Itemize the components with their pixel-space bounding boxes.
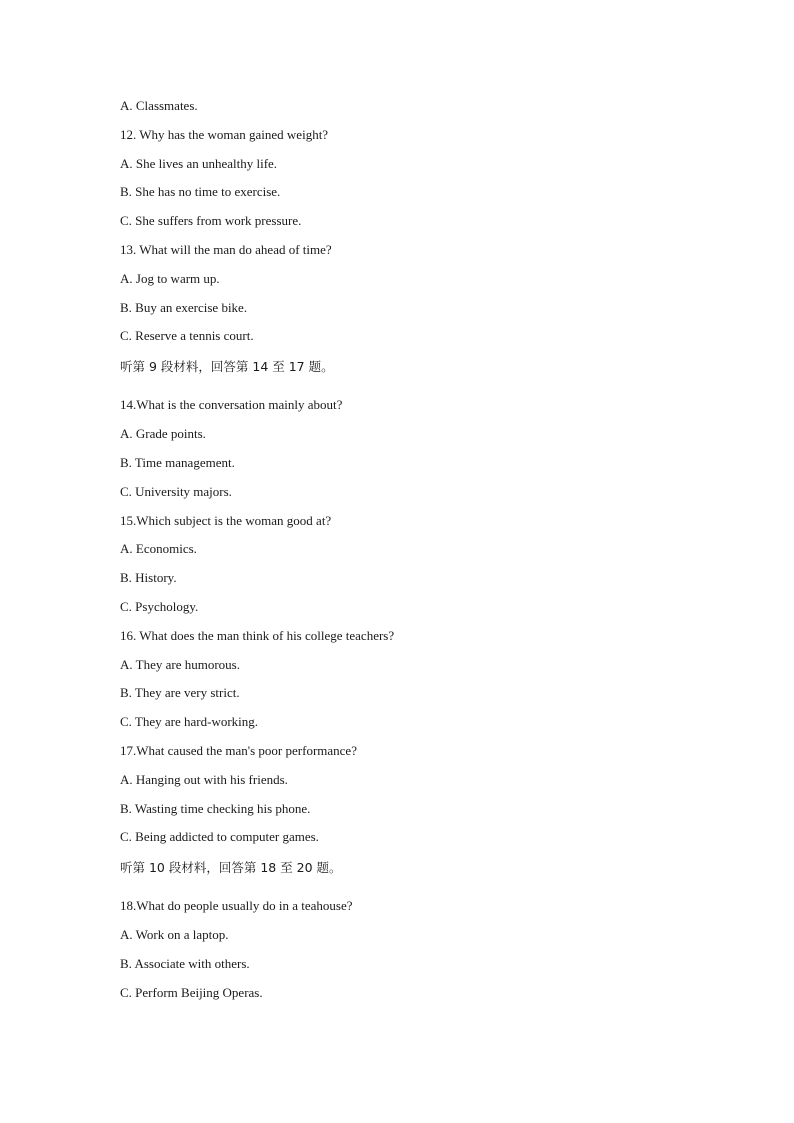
answer-option: B. Associate with others. — [120, 955, 250, 971]
answer-option: B. They are very strict. — [120, 685, 240, 701]
section-heading-9: 听第 9 段材料，回答第 14 至 17 题。 — [120, 359, 334, 375]
answer-option: A. Jog to warm up. — [120, 270, 220, 286]
answer-option: A. Economics. — [120, 541, 197, 557]
answer-option: A. They are humorous. — [120, 656, 240, 672]
document-page — [120, 96, 720, 1012]
answer-option: A. Work on a laptop. — [120, 927, 229, 943]
question-15: 15.Which subject is the woman good at? — [120, 512, 332, 528]
question-12: 12. Why has the woman gained weight? — [120, 126, 329, 142]
answer-option: C. Psychology. — [120, 598, 199, 614]
answer-option: C. University majors. — [120, 483, 232, 499]
answer-option: C. Being addicted to computer games. — [120, 829, 319, 845]
section-heading-10: 听第 10 段材料，回答第 18 至 20 题。 — [120, 860, 342, 876]
answer-option: A. Classmates. — [120, 98, 198, 113]
question-17: 17.What caused the man's poor performance? — [120, 742, 357, 758]
answer-option: A. Hanging out with his friends. — [120, 771, 288, 787]
answer-option: B. She has no time to exercise. — [120, 184, 281, 200]
question-13: 13. What will the man do ahead of time? — [120, 241, 332, 257]
question-14: 14.What is the conversation mainly about? — [120, 397, 343, 413]
answer-option: C. Reserve a tennis court. — [120, 328, 254, 344]
answer-option: A. She lives an unhealthy life. — [120, 155, 278, 171]
question-16: 16. What does the man think of his college teachers? — [120, 627, 395, 643]
answer-option: B. Wasting time checking his phone. — [120, 800, 311, 816]
answer-option: B. Buy an exercise bike. — [120, 299, 248, 315]
answer-option: B. History. — [120, 570, 177, 586]
answer-option: C. Perform Beijing Operas. — [120, 984, 263, 1000]
answer-option: B. Time management. — [120, 454, 235, 470]
answer-option: C. They are hard-working. — [120, 714, 259, 730]
question-18: 18.What do people usually do in a teahouse? — [120, 898, 353, 914]
answer-option: C. She suffers from work pressure. — [120, 213, 302, 229]
answer-option: A. Grade points. — [120, 426, 206, 442]
